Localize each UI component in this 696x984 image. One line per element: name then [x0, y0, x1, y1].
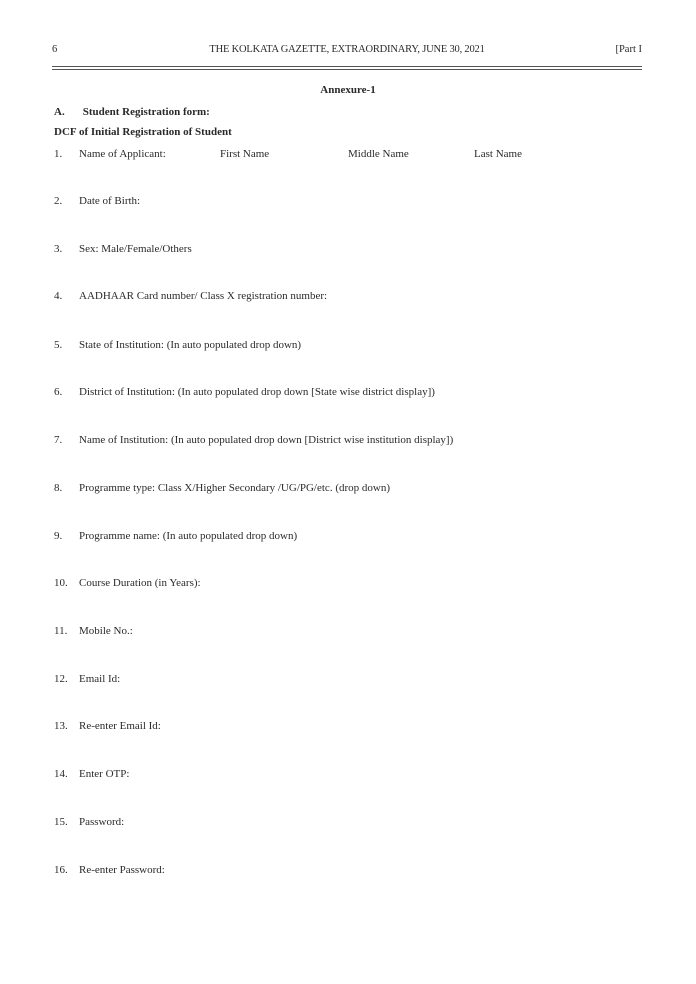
field-number: 12.	[54, 673, 68, 685]
field-number: 15.	[54, 816, 68, 828]
page-number: 6	[52, 44, 58, 55]
field-number: 4.	[54, 290, 63, 302]
field-label: Course Duration (in Years):	[79, 577, 201, 589]
field-number: 13.	[54, 720, 68, 732]
section-heading	[54, 106, 210, 118]
page-header	[52, 44, 642, 60]
section-title: Student Registration form:	[82, 106, 210, 118]
field-number: 16.	[54, 864, 68, 876]
field-number: 1.	[54, 148, 63, 160]
field-label: Programme type: Class X/Higher Secondary /UG/PG/etc. (drop down)	[79, 482, 390, 494]
gazette-title: THE KOLKATA GAZETTE, EXTRAORDINARY, JUNE 30, 2021	[209, 44, 485, 55]
field-label: Mobile No.:	[79, 625, 133, 637]
field-label: AADHAAR Card number/ Class X registration number:	[79, 290, 328, 302]
form-subtitle: DCF of Initial Registration of Student	[54, 126, 232, 138]
field-label: Re-enter Password:	[79, 864, 165, 876]
field-label: District of Institution: (In auto populated drop down [State wise district display])	[79, 386, 435, 398]
field-number: 8.	[54, 482, 63, 494]
header-rule-top	[52, 66, 642, 67]
field-number: 7.	[54, 434, 63, 446]
field-number: 5.	[54, 339, 63, 351]
section-letter: A.	[54, 106, 65, 118]
field-number: 3.	[54, 243, 63, 255]
field-number: 9.	[54, 530, 63, 542]
field-label: Programme name: (In auto populated drop down)	[79, 530, 298, 542]
field-label: Name of Institution: (In auto populated drop down [District wise institution display])	[79, 434, 454, 446]
part-label: [Part I	[615, 44, 642, 55]
field-label: Name of Applicant:	[79, 148, 166, 160]
last-name-label: Last Name	[474, 148, 522, 160]
field-label: Date of Birth:	[79, 195, 141, 207]
field-number: 11.	[54, 625, 68, 637]
field-label: Sex: Male/Female/Others	[79, 243, 192, 255]
field-label: Password:	[79, 816, 125, 828]
first-name-label: First Name	[220, 148, 270, 160]
field-label: Email Id:	[79, 673, 121, 685]
header-rule-bottom	[52, 69, 642, 70]
field-label: State of Institution: (In auto populated drop down)	[79, 339, 302, 351]
field-number: 10.	[54, 577, 68, 589]
field-number: 6.	[54, 386, 63, 398]
annexure-heading: Annexure-1	[320, 84, 376, 96]
field-label: Re-enter Email Id:	[79, 720, 161, 732]
middle-name-label: Middle Name	[348, 148, 409, 160]
field-number: 2.	[54, 195, 63, 207]
field-label: Enter OTP:	[79, 768, 130, 780]
field-number: 14.	[54, 768, 68, 780]
